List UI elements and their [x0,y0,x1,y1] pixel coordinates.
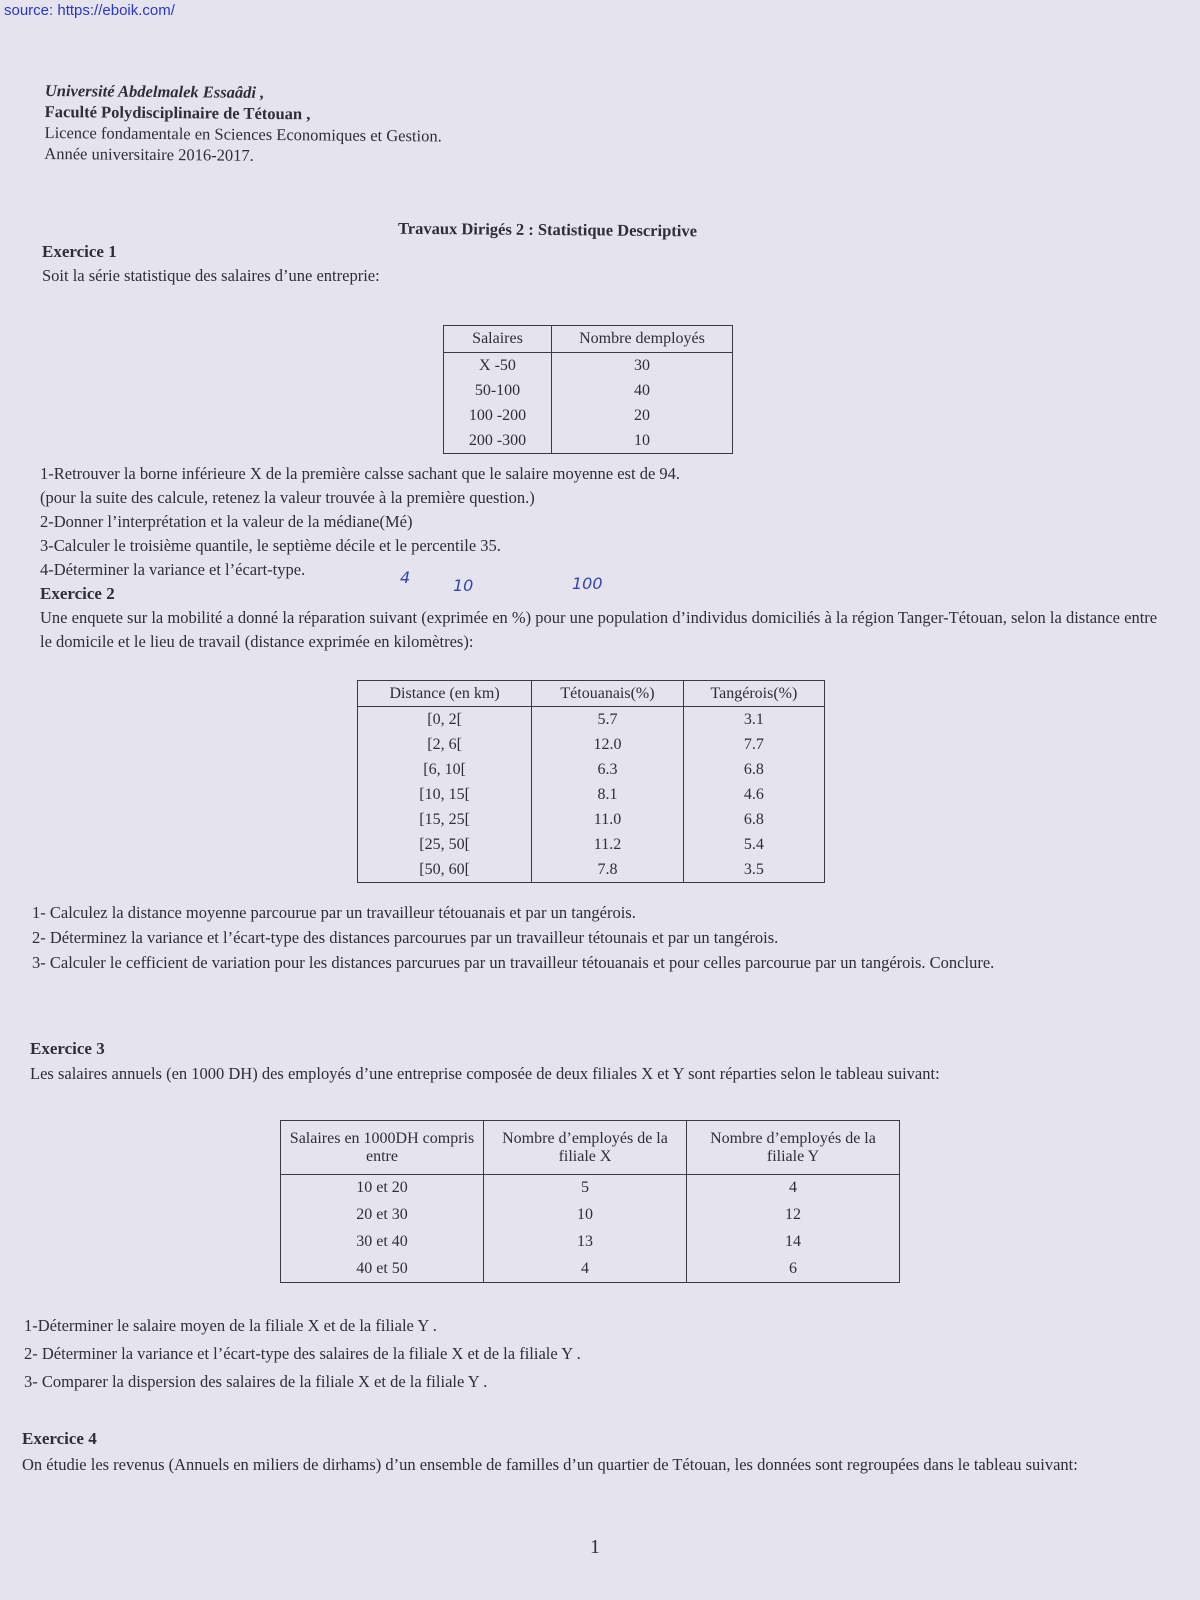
exercise-3-table [280,1120,900,1283]
table-cell: [2, 6[ [358,732,532,757]
exercise-2-questions [32,900,1162,975]
table-cell: 6.8 [683,807,824,832]
page-number: 1 [590,1536,600,1558]
table-cell: 200 -300 [444,428,552,454]
table-row [281,1202,900,1229]
table-row [358,707,825,733]
table-cell: 5.4 [683,832,824,857]
table-row [358,757,825,782]
table-cell: [25, 50[ [358,832,532,857]
handwritten-annotation: 10 [453,576,474,595]
table-cell: 4.6 [683,782,824,807]
table-header: Salaires en 1000DH compris entre [281,1121,484,1175]
table-cell: 11.2 [532,832,684,857]
table-cell: [50, 60[ [358,857,532,883]
table-cell: 8.1 [532,782,684,807]
exercise-1-text: Soit la série statistique des salaires d’une entreprie: [42,266,380,285]
exercise-1-table [443,325,733,454]
question: 1-Déterminer le salaire moyen de la filiale X et de la filiale Y . [24,1316,437,1335]
exercise-3-title: Exercice 3 [30,1039,105,1058]
table-cell: [6, 10[ [358,757,532,782]
table-row [358,832,825,857]
table-row [358,807,825,832]
exercise-4-intro [22,1426,1152,1478]
question: 3- Comparer la dispersion des salaires de la filiale X et de la filiale Y . [24,1372,488,1391]
question: 4-Déterminer la variance et l’écart-type. [40,560,306,579]
table-row [358,782,825,807]
table-cell: 40 [552,378,733,403]
table-cell: [0, 2[ [358,707,532,733]
question: 2-Donner l’interprétation et la valeur de la médiane(Mé) [40,512,413,531]
table-cell: [10, 15[ [358,782,532,807]
table-header: Nombre d’employés de la filiale Y [687,1121,900,1175]
exercise-2-table [357,680,825,883]
table-cell: 10 [484,1202,687,1229]
exercise-1-title: Exercice 1 [42,242,117,261]
table-row [358,857,825,883]
handwritten-annotation: 100 [572,574,603,593]
exercise-2-title: Exercice 2 [40,584,115,603]
table-cell: 7.7 [683,732,824,757]
table-cell: 5 [484,1175,687,1202]
table-cell: 11.0 [532,807,684,832]
document-header [44,80,442,167]
table-cell: 50-100 [444,378,552,403]
table-cell: 12 [687,1202,900,1229]
table-cell: 10 [552,428,733,454]
table-cell: 4 [687,1175,900,1202]
exercise-1-intro [42,240,1142,288]
table-cell: 7.8 [532,857,684,883]
table-cell: 3.5 [683,857,824,883]
exercise-3-questions [24,1312,1154,1396]
table-cell: [15, 25[ [358,807,532,832]
question: (pour la suite des calcule, retenez la valeur trouvée à la première question.) [40,488,535,507]
table-header: Distance (en km) [358,681,532,707]
table-row [281,1229,900,1256]
table-cell: 6.8 [683,757,824,782]
table-cell: 6 [687,1256,900,1283]
table-header: Tétouanais(%) [532,681,684,707]
table-row [281,1256,900,1283]
table-cell: 40 et 50 [281,1256,484,1283]
table-cell: 3.1 [683,707,824,733]
table-row [281,1175,900,1202]
question: 3-Calculer le troisième quantile, le septième décile et le percentile 35. [40,536,501,555]
exercise-4-title: Exercice 4 [22,1429,97,1448]
table-cell: 30 et 40 [281,1229,484,1256]
table-row [444,403,733,428]
table-cell: 10 et 20 [281,1175,484,1202]
faculty-name: Faculté Polydisciplinaire de Tétouan , [44,101,311,124]
table-cell: 4 [484,1256,687,1283]
university-name: Université Abdelmalek Essaâdi , [44,80,265,102]
exercise-3-intro [30,1036,1160,1086]
table-cell: 5.7 [532,707,684,733]
question: 1-Retrouver la borne inférieure X de la première calsse sachant que le salaire moyenne est de 94. [40,464,681,483]
table-header: Nombre d’employés de la filiale X [484,1121,687,1175]
table-row [444,428,733,454]
table-cell: 12.0 [532,732,684,757]
table-row [444,378,733,403]
table-cell: 20 [552,403,733,428]
table-header: Nombre demployés [552,326,733,353]
handwritten-annotation: 4 [400,568,411,587]
table-cell: X -50 [444,353,552,379]
source-link[interactable]: source: https://eboik.com/ [4,2,175,19]
exercise-4-text: On étudie les revenus (Annuels en miliers de dirhams) d’un ensemble de familles d’un quartier de Tétouan, les données sont regroupées dans le tableau suivant: [22,1455,1078,1474]
document-title: Travaux Dirigés 2 : Statistique Descriptive [397,218,698,241]
table-cell: 13 [484,1229,687,1256]
program-name: Licence fondamentale en Sciences Economiques et Gestion. [44,122,442,146]
exercise-1-questions [40,462,1160,654]
question: 2- Déterminez la variance et l’écart-type des distances parcourues par un travailleur tétounais et par un tangérois. [32,928,779,947]
table-cell: 100 -200 [444,403,552,428]
question: 3- Calculer le cefficient de variation pour les distances parcurues par un travailleur tétouanais et pour celles parcourue par un tangérois. Conclure. [32,953,995,972]
table-row [444,353,733,379]
exercise-3-text: Les salaires annuels (en 1000 DH) des employés d’une entreprise composée de deux filiales X et Y sont réparties selon le tableau suivant: [30,1064,940,1083]
question: 1- Calculez la distance moyenne parcourue par un travailleur tétouanais et par un tangérois. [32,903,636,922]
exercise-2-text: Une enquete sur la mobilité a donné la réparation suivant (exprimée en %) pour une population d’individus domiciliés à la région Tanger-Tétouan, selon la distance entre le domicile et le lieu de travail (distance exprimée en kilomètres): [40,608,1158,651]
table-cell: 14 [687,1229,900,1256]
academic-year: Année universitaire 2016-2017. [44,143,254,165]
question: 2- Déterminer la variance et l’écart-type des salaires de la filiale X et de la filiale Y . [24,1344,581,1363]
table-header: Salaires [444,326,552,353]
table-header: Tangérois(%) [683,681,824,707]
table-row [358,732,825,757]
table-cell: 30 [552,353,733,379]
table-cell: 6.3 [532,757,684,782]
table-cell: 20 et 30 [281,1202,484,1229]
